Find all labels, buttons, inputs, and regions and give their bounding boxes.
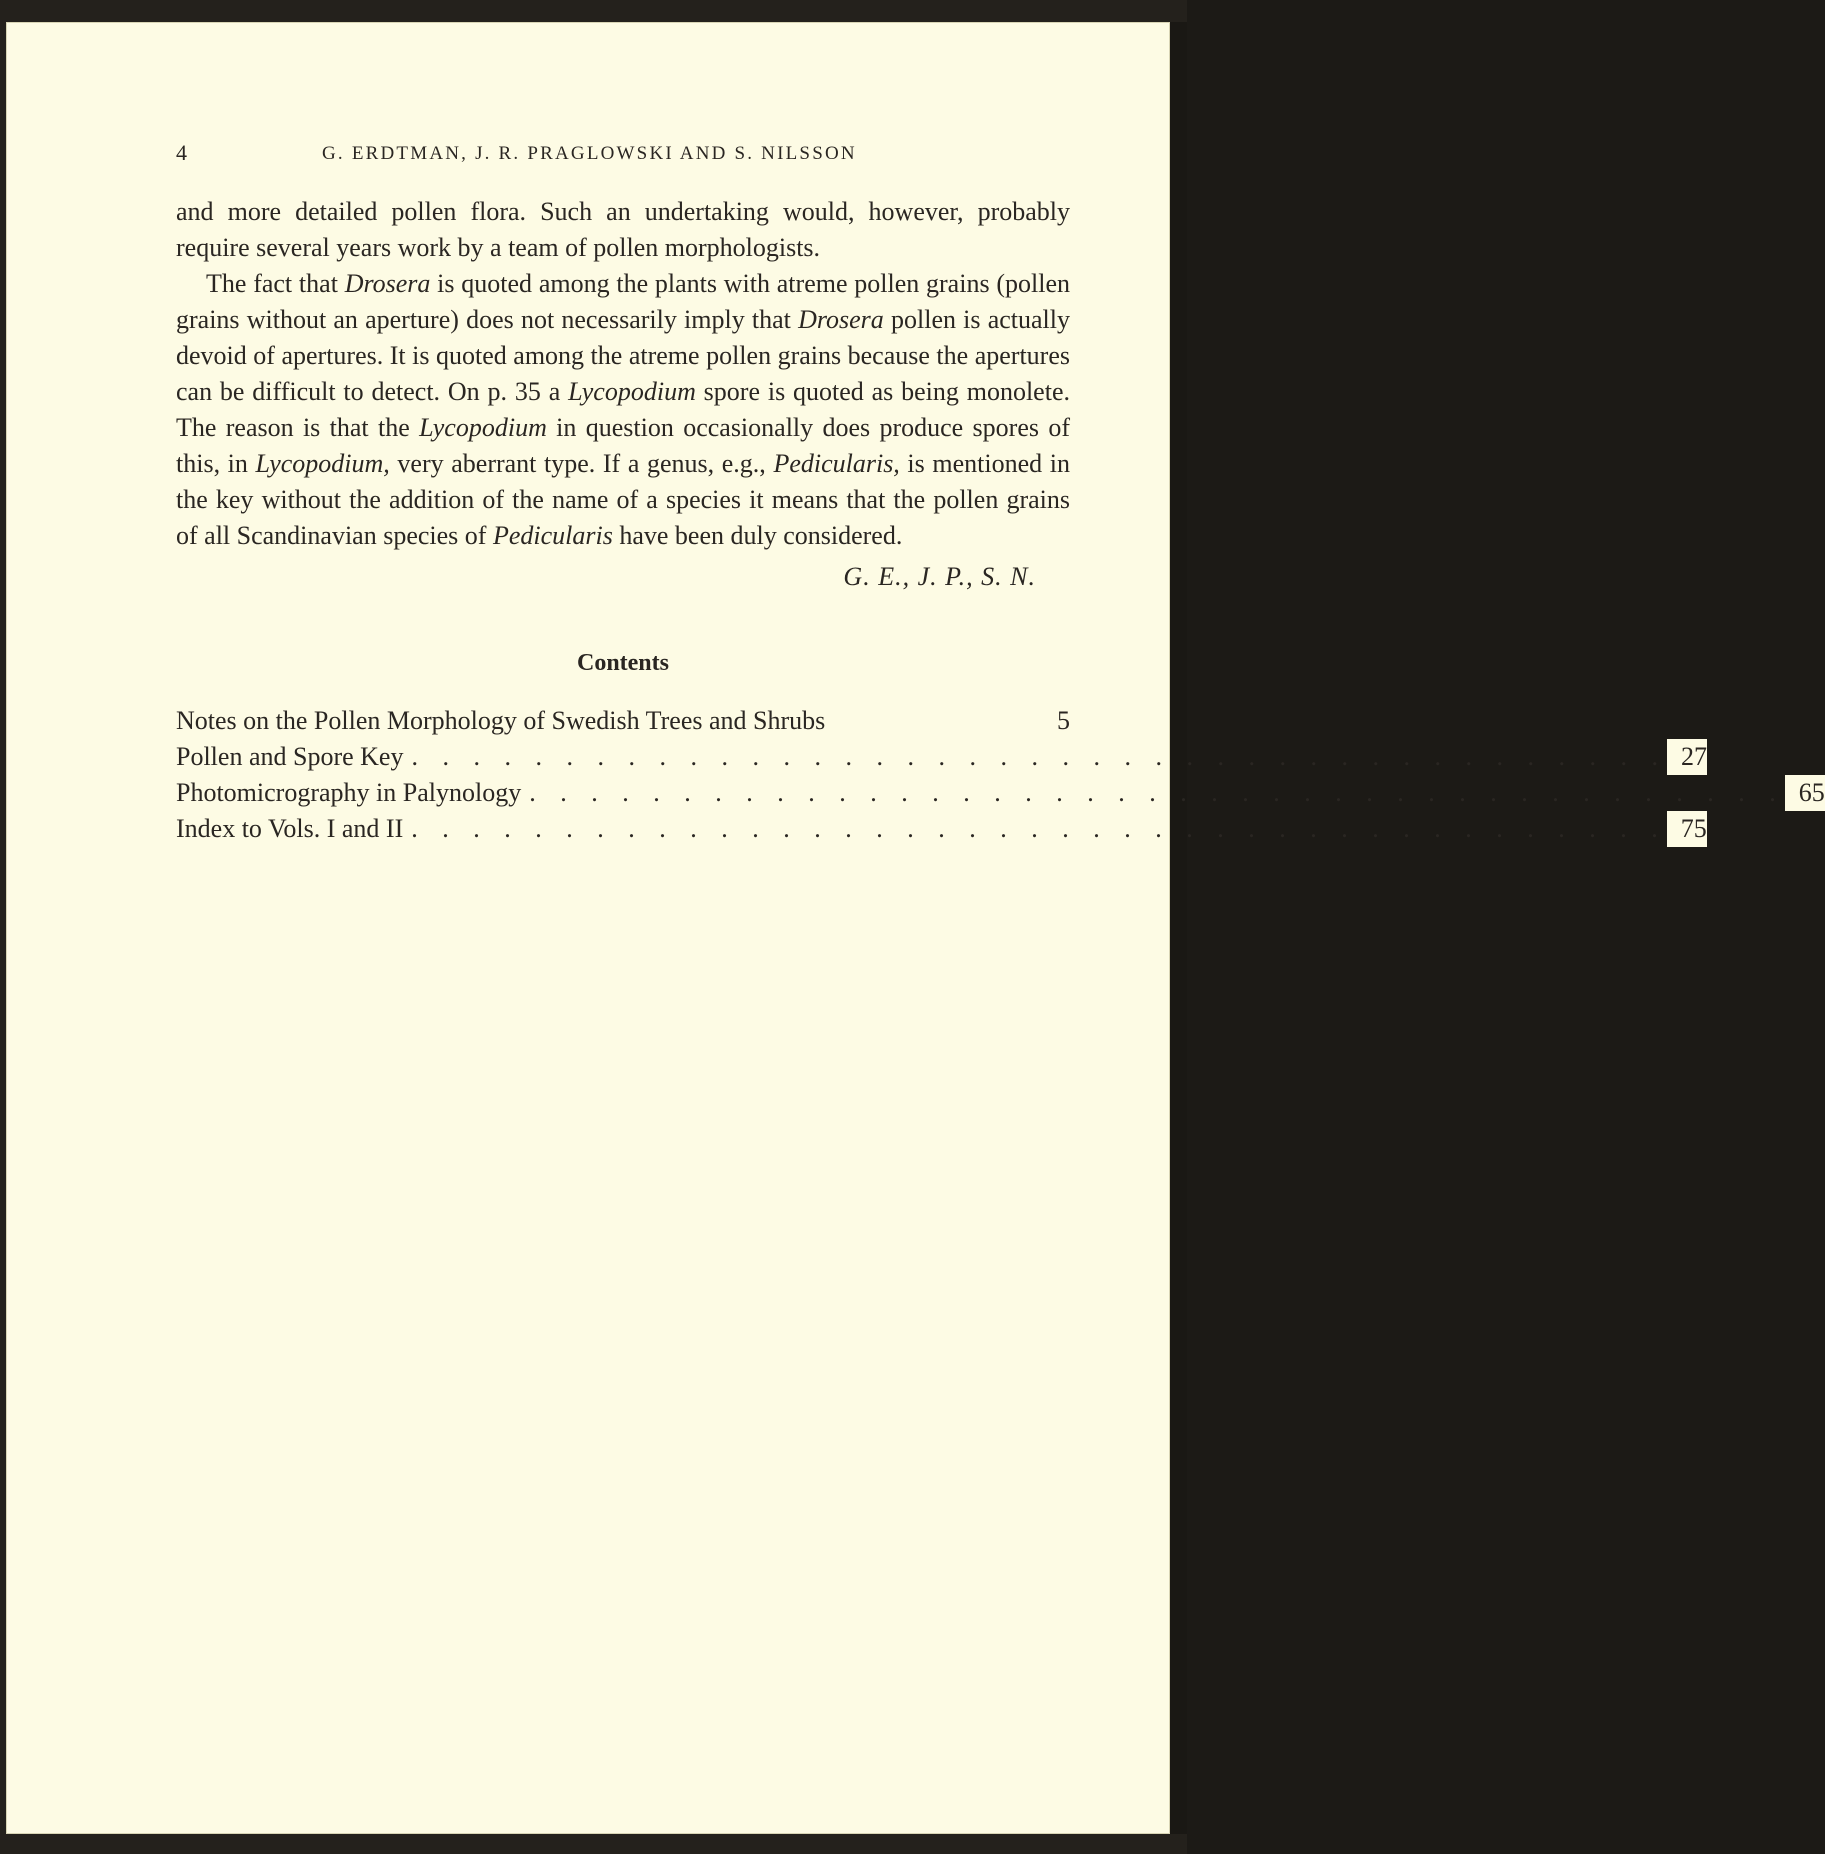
paragraph-2-text: The fact that xyxy=(206,269,345,298)
running-head xyxy=(176,140,1070,170)
body-text xyxy=(176,194,1070,554)
page-number: 4 xyxy=(176,140,187,165)
paragraph-2-text: is mentioned in the key without the addition of the name of a species it means that the pollen grains of all Scandinavian species of xyxy=(176,449,1070,550)
contents-heading: Contents xyxy=(576,650,669,676)
toc-entry-title: Pollen and Spore Key xyxy=(176,739,411,775)
taxon-pedicularis: Pedicularis, xyxy=(773,449,900,478)
paragraph-1 xyxy=(176,194,1070,266)
toc-entry-title: Index to Vols. I and II xyxy=(176,811,411,847)
toc-entry-leader: . . . . . . . . . . . . . . . . . . . . . . . . . . . . . . . . . . . . . . . . . xyxy=(529,778,1785,807)
paragraph-2-text: spore is quoted as being monolete. The reason is that the xyxy=(176,377,1070,442)
taxon-lycopodium: Lycopodium xyxy=(568,377,696,406)
paragraph-2-text: very aberrant type. If a genus, e.g., xyxy=(389,449,774,478)
table-of-contents xyxy=(176,703,1825,847)
paragraph-2-text: in question occasionally does produce spores of this, in xyxy=(176,413,1070,478)
taxon-lycopodium: Lycopodium, xyxy=(255,449,390,478)
paragraph-2 xyxy=(176,266,1070,554)
paragraph-2-text: pollen is actually devoid of apertures. It is quoted among the atreme pollen grains because the apertures can be difficult to detect. On p. 35 a xyxy=(176,305,1070,406)
toc-entry[interactable] xyxy=(176,775,1825,811)
toc-entry-title: Notes on the Pollen Morphology of Swedish Trees and Shrubs xyxy=(176,703,833,739)
toc-entry-title: Photomicrography in Palynology xyxy=(176,775,529,811)
page-edge-shadow xyxy=(1170,22,1187,1834)
toc-entry[interactable] xyxy=(176,811,1707,847)
toc-entry-page: 5 xyxy=(1030,703,1070,739)
toc-entry[interactable] xyxy=(176,739,1707,775)
taxon-pedicularis: Pedicularis xyxy=(492,521,613,550)
toc-entry-leader: . . . . . . . . . . . . . . . . . . . . . . . . . . . . . . . . . . . . . . . . . xyxy=(411,814,1667,843)
taxon-lycopodium: Lycopodium xyxy=(419,413,547,442)
paragraph-1-text: and more detailed pollen flora. Such an undertaking would, however, probably require several years work by a team of pollen morphologists. xyxy=(176,197,1070,262)
toc-entry-page: 65 xyxy=(1785,775,1825,811)
running-head-authors: G. ERDTMAN, J. R. PRAGLOWSKI AND S. NILSSON xyxy=(322,143,857,164)
author-initials-signature: G. E., J. P., S. N. xyxy=(843,562,1036,591)
toc-entry-page: 27 xyxy=(1667,739,1707,775)
taxon-drosera: Drosera xyxy=(798,305,884,334)
toc-entry[interactable] xyxy=(176,703,1070,739)
taxon-drosera: Drosera xyxy=(344,269,431,298)
page-content xyxy=(176,140,1825,847)
paragraph-2-text: have been duly considered. xyxy=(612,521,903,550)
toc-entry-leader: . . . . . . . . . . . . . . . . . . . . . . . . . . . . . . . . . . . . . . . . . xyxy=(411,742,1667,771)
toc-entry-page: 75 xyxy=(1667,811,1707,847)
paragraph-2-text: is quoted among the plants with atreme pollen grains (pollen grains without an aperture) does not necessarily imply that xyxy=(176,269,1070,334)
